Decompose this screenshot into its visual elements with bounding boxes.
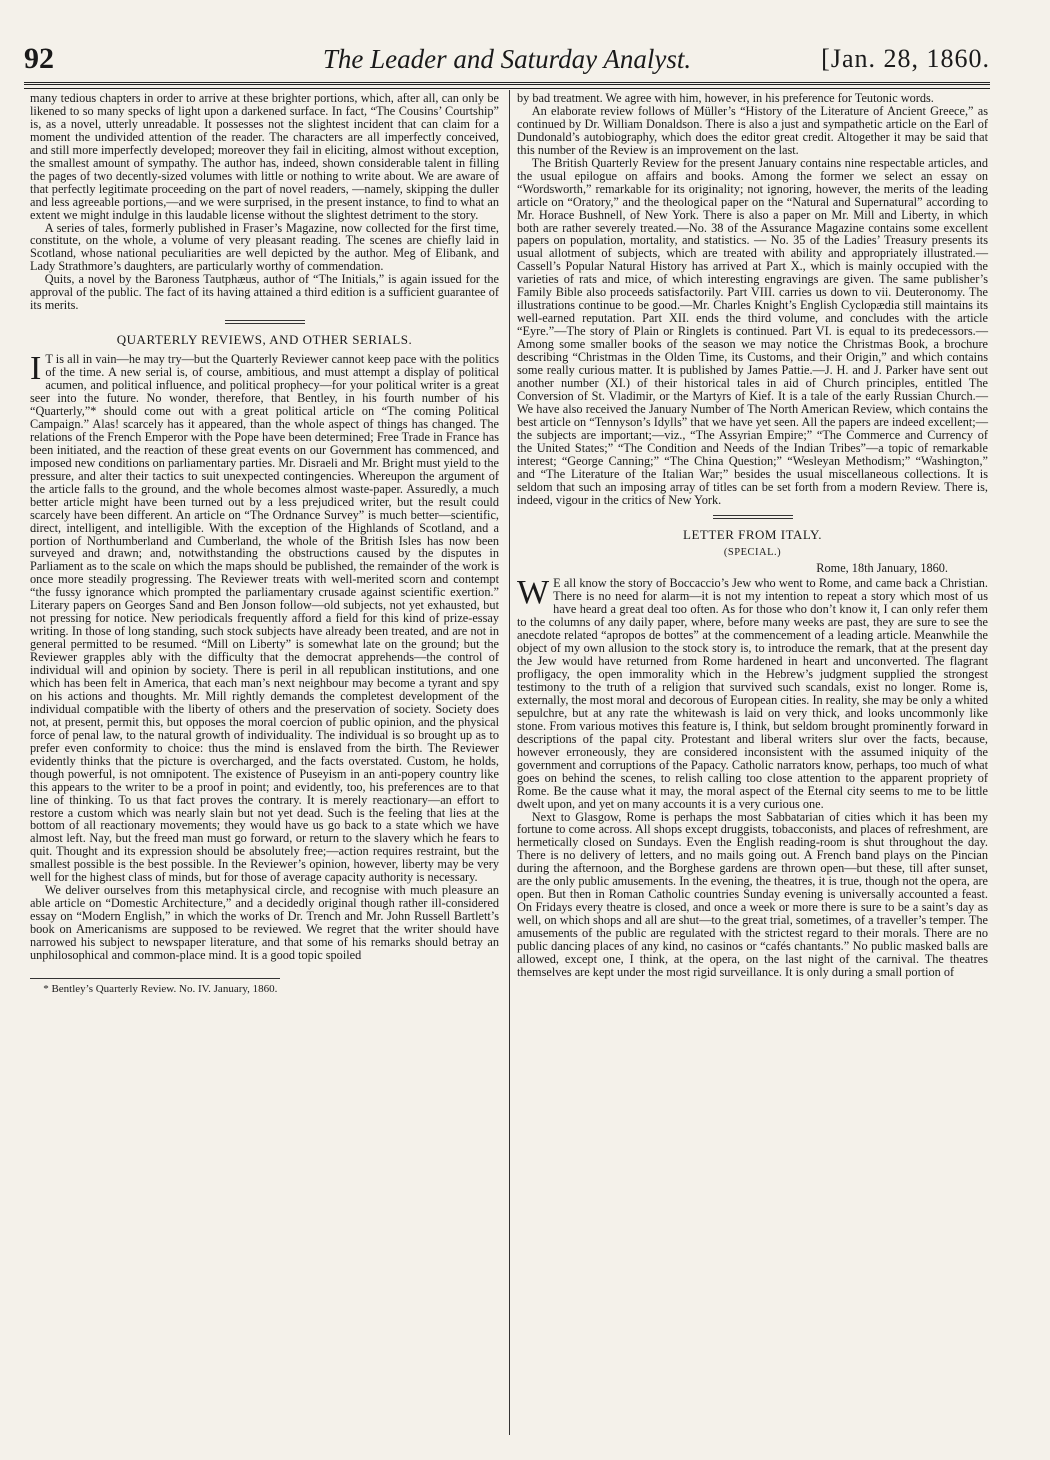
- drop-cap: I: [30, 350, 42, 388]
- letter-paragraph: W E all know the story of Boccaccio’s Jew who went to Rome, and came back a Christian. There is no need for alarm—it is not my intention to repeat a story which most of us have heard a great deal too often. As for those who don’t know it, I can only refer them to the columns of any daily paper, where, before many weeks are past, they are sure to see the anecdote related “apropos de bottes” at the commencement of a leading article. Meanwhile the object of my own allusion to the stock story is, to introduce the remark, that at the present day the Jew would have returned from Rome hardened in heart and unconverted. The flagrant profligacy, the open immorality which in the Hebrew’s judgment supplied the strongest testimony to the truth of a religion that survived such scandals, exist no longer. Rome is, externally, the most moral and decorous of European cities. In reality, she may be only a whited sepulchre, but at any rate the whitewash is laid on very thick, and looks uncommonly like stone. From various motives this feature is, I think, but seldom brought prominently forward in descriptions of the papal city. Protestant and liberal writers slur over the facts, because, however erroneously, they are considered inconsistent with the assumed iniquity of the government and corruptions of the Papacy. Catholic narrators know, perhaps, too much of what goes on behind the scenes, to relish calling too close attention to the apparent propriety of Rome. Be the cause what it may, the moral aspect of the Eternal city seems to me to be little dwelt upon, and yet on many accounts it is a very curious one.: [517, 574, 988, 811]
- issue-date: [Jan. 28, 1860.: [821, 44, 990, 73]
- header-rule: [24, 82, 990, 89]
- special-label: (SPECIAL.): [723, 547, 782, 559]
- page-number: 92: [24, 42, 54, 75]
- section-heading: QUARTERLY REVIEWS, AND OTHER SERIALS.: [116, 332, 413, 348]
- page-title: The Leader and Saturday Analyst.: [322, 44, 692, 74]
- letter-paragraph: Next to Glasgow, Rome is perhaps the most Sabbatarian of cities which it has been my fortune to come across. All shops except druggists, tobacconists, and places of refreshment, are hermetically closed on Sundays. Even the English reading-room is shut throughout the day. There is no delivery of letters, and no mails going out. A French band plays on the Pincian during the afternoon, and the Borghese gardens are thrown open—but these, till after sunset, are the only public amusements. In the evening, the theatres, it is true, though not the opera, are open. But then in Roman Catholic countries Sunday evening is universally accounted a feast. On Fridays every theatre is closed, and once a week or more there is sure to be a saint’s day as well, on which shops and all are shut—to the great trial, sometimes, of a traveller’s temper. The amusements of the public are regulated with the strictest regard to their morals. There are no public dancing places of any kind, no casinos or “cafés chantants.” No public masked balls are allowed, except one, I think, at the opera, on the last night of the carnival. The theatres themselves are kept under the most rigid surveillance. It is only during a small portion of: [517, 809, 988, 979]
- article-paragraph: The British Quarterly Review for the present January contains nine respectable articles, and the usual epilogue on affairs and books. Among the former we select an essay on “Wordsworth,” remarkable for its originality; not ignoring, however, the merits of the leading article on “Oratory,” and the theological paper on the “Natural and Supernatural” according to Mr. Horace Bushnell, of New York. There is also a paper on Mr. Mill and Liberty, in which both are rather severely treated.—No. 38 of the Assurance Magazine contains some excellent papers on population, mortality, and statistics. — No. 35 of the Ladies’ Treasury presents its usual allotment of subjects, which are treated with ability and appropriately illustrated.—Cassell’s Popular Natural History has arrived at Part X., which is mainly occupied with the varieties of rats and mice, of which interesting engravings are given. The same publisher’s Family Bible also proceeds satisfactorily. Part VIII. carries us down to vii. Deuteronomy. The illustrations continue to be good.—Mr. Charles Knight’s English Cyclopædia still maintains its well-earned reputation. Part XII. ends the third volume, and concludes with the article “Eyre.”—The story of Plain or Ringlets is continued. Part VI. is equal to its predecessors.—Among some smaller books of the season we may notice the Christmas Book, a brochure describing “Christmas in the Olden Time, its Customs, and their Origin,” and which contains some really curious matter. It is published by James Pattie.—J. H. and J. Parker have sent out another number (XI.) of their historical tales in aid of Church principles, entitled The Conversion of St. Vladimir, or the Martyrs of Kief. It is a tale of the early Russian Church.—We have also received the January Number of The North American Review, which contains the best article on “Tennyson’s Idylls” that we have yet seen. All the papers are indeed excellent;—the subjects are important;—viz., “The Assyrian Empire;” “The Commerce and Currency of the United States;” “The Condition and Needs of the Indian Tribes”—a topic of remarkable interest; “George Canning;” “The China Question;” “Wesleyan Methodism;” “Washington,” and “The Literature of the Italian War;” besides the usual miscellaneous collections. It is seldom that such an imposing array of titles can be set forth from a modern Review. There is, indeed, vigour in the critics of New York.: [517, 155, 988, 507]
- drop-cap: W: [517, 574, 550, 612]
- section-heading: LETTER FROM ITALY.: [683, 526, 822, 542]
- article-paragraph: We deliver ourselves from this metaphysical circle, and recognise with much pleasure an able article on “Domestic Architecture,” and a decidedly original though rather ill-considered essay on “Modern English,” in which the works of Dr. Trench and Mr. John Russell Bartlett’s book on Americanisms are supposed to be reviewed. We regret that the writer should have narrowed his subject to newspaper literature, and that some of his remarks should betray an unphilosophical and common-place mind. It is a good topic spoiled: [30, 883, 499, 962]
- review-paragraph: Quits, a novel by the Baroness Tautphæus, author of “The Initials,” is again issued for the approval of the public. The fact of its having attained a third edition is a sufficient guarantee of its merits.: [30, 272, 499, 313]
- left-column: [30, 92, 499, 996]
- footnote: * Bentley’s Quarterly Review. No. IV. January, 1860.: [43, 982, 278, 995]
- review-paragraph: A series of tales, formerly published in Fraser’s Magazine, now collected for the first time, constitute, on the whole, a volume of very pleasant reading. The scenes are chiefly laid in Scotland, whose national peculiarities are well depicted by the author. Meg of Elibank, and Lady Strathmore’s daughters, are particularly worthy of commendation.: [30, 220, 499, 274]
- footnote-rule: [30, 978, 280, 979]
- article-paragraph: An elaborate review follows of Müller’s “History of the Literature of Ancient Greece,” as continued by Dr. William Donaldson. There is also a just and sympathetic article on the Earl of Dundonald’s autobiography, which does the editor great credit. Altogether it may be said that this number of the Review is an improvement on the last.: [517, 103, 988, 157]
- column-divider: [509, 90, 510, 1435]
- right-column: [517, 92, 988, 979]
- review-paragraph: many tedious chapters in order to arrive at these brighter portions, which, after all, can only be likened to so many specks of light upon a darkened surface. In fact, “The Cousins’ Courtship” is, as a novel, utterly unreadable. It possesses not the slightest incident that can claim for a moment the undivided attention of the reader. The characters are all imperfectly conceived, and still more imperfectly developed; moreover they fail in eliciting, almost without exception, the smallest amount of sympathy. The author has, indeed, shown considerable talent in filling the pages of two decently-sized volumes with little or nothing to write about. We are aware of that perfectly legitimate proceeding on the part of novel readers, —namely, skipping the duller and less agreeable portions,—and we were surprised, in the present instance, to find to what an extent we might indulge in this laudable license without the slightest detriment to the story.: [30, 91, 499, 222]
- article-paragraph: I T is all in vain—he may try—but the Quarterly Reviewer cannot keep pace with the politics of the time. A new serial is, of course, ambitious, and must attempt a display of political acumen, and political influence, and political prophecy—for your political writer is a great seer into the future. No wonder, therefore, that Bentley, in his fourth number of his “Quarterly,”* should come out with a great political article on “The coming Political Campaign.” Alas! scarcely has it appeared, than the whole aspect of things has changed. The relations of the French Emperor with the Pope have been determined; Free Trade in France has been initiated, and the reaction of these great events on our Government has commenced, and imposed new conditions on parliamentary parties. Mr. Disraeli and Mr. Bright must yield to the pressure, and alter their tactics to suit unexpected contingencies. Whereupon the argument of the article falls to the ground, and the whole becomes almost waste-paper. Assuredly, a much better article might have been turned out by a less prejudiced writer, but the result could scarcely have been different. An article on “The Ordnance Survey” is much better—scientific, direct, intelligent, and intelligible. With the exception of the Highlands of Scotland, and a portion of Northumberland and Cumberland, the whole of the British Isles has now been surveyed and drawn; and, notwithstanding the obstructions caused by the disputes in Parliament as to the scale on which the maps should be published, the remainder of the work is once more steadily progressing. The Reviewer treats with well-merited scorn and contempt “the fussy ignorance which prompted the parliamentary crusade against scientific exertion.” Literary papers on Georges Sand and Ben Jonson follow—old subjects, not yet exhausted, but not pressing for notice. New periodicals frequently afford a field for this kind of prize-essay writing. In those of long standing, such stock subjects have already been treated, and are not in general permitted to be resumed. “Mill on Liberty” is somewhat late on the ground; but the Reviewer grapples ably with the difficulty that the democrat apprehends—the control of individual will and opinion by society. There is peril in all republican institutions, and one which has been felt in America, that each man’s next neighbour may become a tyrant and spy on his actions and thoughts. Mr. Mill rightly demands the completest development of the individual compatible with the liberty of others and the preservation of society. Society does not, at present, permit this, but opposes the moral coercion of public opinion, and the physical force of penal law, to the natural growth of individuality. The individual is so brought up as to prefer even conformity to choice: thus the mind is enslaved from the birth. The Reviewer evidently thinks that the picture is overcharged, and the facts overstated. Custom, he holds, though powerful, is not omnipotent. The existence of Puseyism in an anti-popery country like this appears to the writer to be a proof in point; and evidently, too, his preferences are to that line of thinking. To us that fact proves the contrary. It is merely reactionary—an effort to restore a custom which was nearly slain but not yet dead. Such is the feeling that lies at the bottom of all reactionary movements; they would have us go back to a state which we have almost left. Nay, but the freed man must go forward, or return to the slavery which he fears to quit. Thought and its expression should be absolutely free;—action requires restraint, but the smallest possible is the best possible. In the Reviewer’s opinion, however, liberty may be very well for the highest class of minds, but for those of average capacity authority is necessary.: [30, 350, 499, 885]
- section-separator: [713, 515, 793, 519]
- article-paragraph: by bad treatment. We agree with him, however, in his preference for Teutonic words.: [517, 91, 934, 105]
- section-separator: [225, 320, 305, 324]
- dateline: Rome, 18th January, 1860.: [816, 561, 948, 576]
- page-header: [24, 42, 990, 82]
